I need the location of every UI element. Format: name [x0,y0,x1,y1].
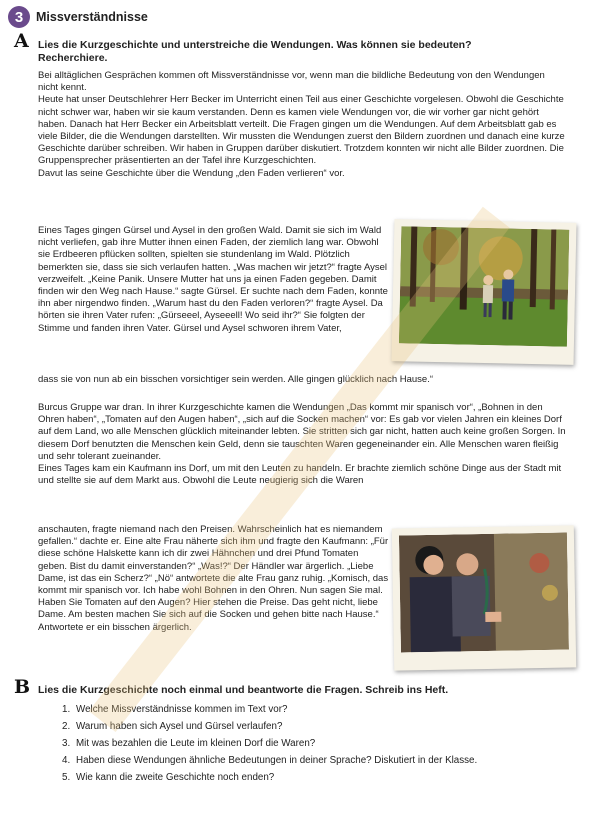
forest-photo [392,219,577,365]
story-1-last-line: dass sie von nun ab ein bisschen vorsichtiger sein werden. Alle gingen glücklich nach Hause.“ [38,374,434,385]
section-a-letter: A [14,30,29,52]
intro-text [38,70,565,180]
question-list [62,701,477,786]
question-number: 5. [62,772,71,783]
section-b-letter: B [14,676,31,698]
intro-paragraph-2: Heute hat unser Deutschlehrer Herr Becker im Unterricht einen Teil aus einer Geschichte vorgelesen. Obwohl die Geschichte nicht schwer war, haben wir sie kaum verstanden. Denn es kamen viele Wendungen vor, die wir vorher gar nicht gehört haben. Danach hat Herr Becker ein Arbeitsblatt verteilt. Die Fragen gingen um die Wendungen. Auf dem Arbeitsblatt gab es viele Bilder, die die Wendungen darstellten. Wir mussten die Wendungen zuerst den Bildern zuordnen und danach eine kurze Geschichte darüber schreiben. Wir haben in Gruppen darüber diskutiert. Trotzdem konnten wir nicht alle Bilder zuordnen. Die Gruppensprecher präsentierten an der Tafel ihre Kurzgeschichten. [38,94,565,167]
question-text: Warum haben sich Aysel und Gürsel verlaufen? [76,721,283,732]
intro-paragraph-1: Bei alltäglichen Gesprächen kommen oft Missverständnisse vor, wenn man die bildliche Bedeutung von den Wendungen nicht kennt. [38,70,545,94]
story-2-paragraph-3: anschauten, fragte niemand nach den Preisen. Wahrscheinlich hat es niemandem gefallen.“ dachte er. Eine alte Frau näherte sich ihm und fragte den Kaufmann: „Für diese schöne Halskette kann ich dir zwei Hähnchen und drei Pfund Tomaten geben. Bist du damit einverstanden?“ „Was!?“ Der Händler war ärgerlich. „Liebe Dame, ist das ein Scherz?“ „Nö“ antwortete die alte Frau ganz ruhig. „Komisch, das kommt mir spanisch vor. Ich habe wohl Bohnen in den Ohren. Nun sagen Sie mal. Haben Sie Tomaten auf den Augen? Hier stehen die Preise. Das geht nicht, liebe Dame. Am besten machen Sie sich auf die Socken und gehen bitte nach Hause.“ Antwortete er ein bisschen ärgerlich. [38,524,389,633]
market-image [399,533,569,653]
question-item [62,718,477,735]
intro-paragraph-3: Davut las seine Geschichte über die Wendung „den Faden verlieren“ vor. [38,167,345,179]
question-number: 2. [62,721,71,732]
story-1-paragraph: Eines Tages gingen Gürsel und Aysel in den großen Wald. Damit sie sich im Wald nicht verliefen, gab ihre Mutter ihnen einen Faden, der ziemlich lang war. Obwohl sie Erdbeeren pflücken sollten, spielten sie stundenlang im Wald. Plötzlich bemerkten sie, dass sie sich verlaufen hatten. „Was machen wir jetzt?“ fragte Aysel verzweifelt. „Keine Panik. Unsere Mutter hat uns ja einen Faden gegeben. Damit finden wir den Weg nach Hause.“ sagte Gürsel. Er suchte nach dem Faden, konnte ihn aber nirgendwo finden. „Warum hast du den Faden verloren?“ fragte Aysel. Da hörten sie ihren Vater rufen: „Gürseeel, Ayseeell! Wo seid ihr?“ Sie folgten der Stimme und fanden ihren Vater. Gürsel und Aysel schworen ihrem Vater, [38,225,388,334]
question-item [62,769,477,786]
story-2-text [38,402,568,487]
section-b-task: Lies die Kurzgeschichte noch einmal und beantworte die Fragen. Schreib ins Heft. [38,684,449,696]
page-title: Missverständnisse [36,10,148,24]
question-number: 3. [62,738,71,749]
section-a-task: Lies die Kurzgeschichte und unterstreiche die Wendungen. Was können sie bedeuten? Recherchiere. [38,39,472,64]
question-text: Welche Missverständnisse kommen im Text vor? [76,704,288,715]
story-2-paragraph-2: Eines Tages kam ein Kaufmann ins Dorf, um mit den Leuten zu handeln. Er brachte ziemlich schöne Dinge aus der Stadt mit und stellte sie auf dem Markt aus. Obwohl die Leute neugierig sich die Waren [38,463,562,487]
question-text: Haben diese Wendungen ähnliche Bedeutungen in deiner Sprache? Diskutiert in der Klasse. [76,755,478,766]
story-1-text [38,225,390,335]
question-number: 4. [62,755,71,766]
question-item [62,701,477,718]
section-number-badge: 3 [8,6,30,28]
story-1-ending [38,374,568,386]
question-item [62,752,477,769]
story-2-paragraph-1: Burcus Gruppe war dran. In ihrer Kurzgeschichte kamen die Wendungen „Das kommt mir spanisch vor“, „Bohnen in den Ohren haben“, „Tomaten auf den Augen haben“, „sich auf die Socken machen“ vor: Es gab vor vielen Jahren ein kleines Dorf auf dem Land, wo alle Menschen glücklich miteinander lebten. Sie stritten sich gar nicht, hatten auch keine großen Sorgen. In diesem Dorf benutzten die Menschen kein Geld, denn sie tauschten Waren gegeneinander ein. Alle Menschen waren fleißig und sehr tolerant zueinander. [38,402,566,462]
market-illustration [399,533,569,653]
market-photo [392,525,576,670]
forest-image [399,226,569,346]
question-number: 1. [62,704,71,715]
question-item [62,735,477,752]
section-header [8,5,148,29]
forest-illustration [399,226,569,346]
question-text: Wie kann die zweite Geschichte noch enden? [76,772,275,783]
story-2-side-text [38,524,390,634]
question-text: Mit was bezahlen die Leute im kleinen Dorf die Waren? [76,738,316,749]
